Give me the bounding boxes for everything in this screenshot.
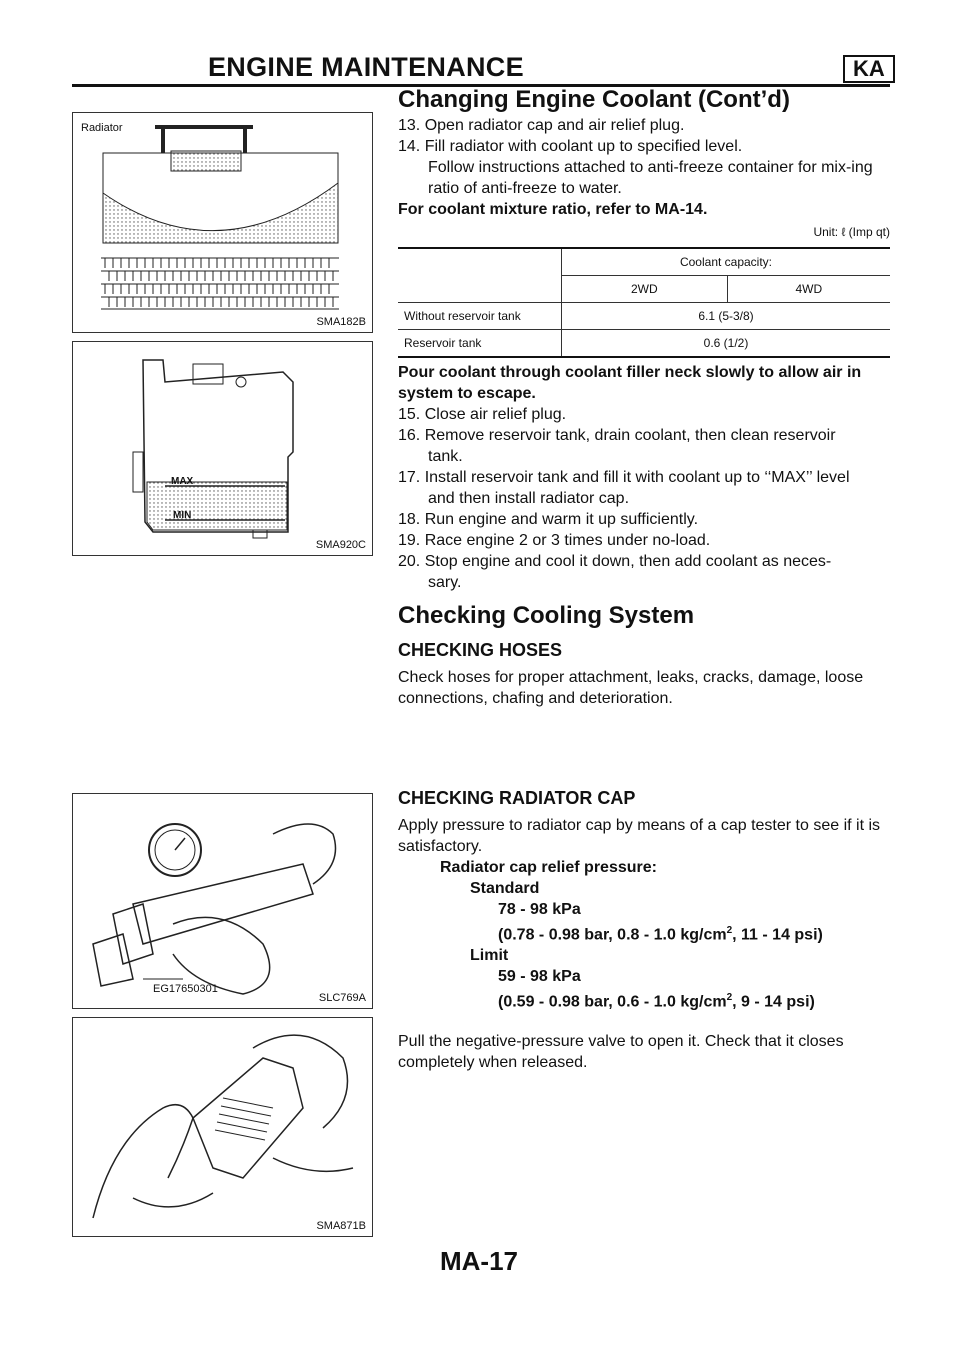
hoses-text: Check hoses for proper attachment, leaks, cracks, damage, loose connections, chafing and deterioration. <box>398 669 864 707</box>
page-number: MA-17 <box>440 1246 519 1276</box>
figure-code: SMA920C <box>315 539 366 551</box>
radiator-label: Radiator <box>81 122 123 134</box>
section-title: Changing Engine Coolant (Cont’d) <box>398 86 790 113</box>
figure-code: SMA182B <box>316 316 366 328</box>
col-4wd: 4WD <box>727 276 890 303</box>
figure-radiator <box>72 112 373 333</box>
table-unit: Unit: ℓ (Imp qt) <box>813 225 890 239</box>
step-17: 17. Install reservoir tank and fill it with coolant up to ‘‘MAX’’ level and then install radiator cap. <box>398 469 850 507</box>
max-label: MAX <box>171 476 194 487</box>
row-label: Without reservoir tank <box>398 303 562 330</box>
row-value: 6.1 (5-3/8) <box>562 303 891 330</box>
radiator-illustration <box>73 113 372 332</box>
body-column <box>398 115 890 709</box>
coolant-capacity-table <box>398 247 890 358</box>
figure-code: SLC769A <box>318 992 366 1004</box>
relief-pressure-label: Radiator cap relief pressure: <box>440 859 657 876</box>
step-15: 15. Close air relief plug. <box>398 406 567 423</box>
figure-code: SMA871B <box>316 1220 366 1232</box>
limit-kpa: 59 - 98 kPa <box>498 968 581 986</box>
capacity-header: Coolant capacity: <box>562 248 891 276</box>
min-label: MIN <box>173 510 192 521</box>
step-14: 14. Fill radiator with coolant up to specified level. Follow instructions attached to anti-freeze container for mix-ing ratio of anti-freeze to water. <box>398 138 873 197</box>
model-badge: KA <box>843 55 895 83</box>
step-18: 18. Run engine and warm it up sufficiently. <box>398 511 699 528</box>
page-header-title: ENGINE MAINTENANCE <box>208 52 524 82</box>
tool-label: EG17650301 <box>153 983 218 995</box>
pour-note: Pour coolant through coolant filler neck slowly to allow air in system to escape. <box>398 364 862 402</box>
row-value: 0.6 (1/2) <box>562 330 891 358</box>
checking-radiator-cap-title: CHECKING RADIATOR CAP <box>398 788 636 808</box>
row-label: Reservoir tank <box>398 330 562 358</box>
step-16: 16. Remove reservoir tank, drain coolant, then clean reservoir tank. <box>398 427 836 465</box>
standard-units: (0.78 - 0.98 bar, 0.8 - 1.0 $kg/cm^2$, 11 - 14 psi) <box>498 925 823 944</box>
figure-cap-tester <box>72 793 373 1009</box>
cap-text: Apply pressure to radiator cap by means of a cap tester to see if it is satisfactory. <box>398 817 881 855</box>
col-2wd: 2WD <box>562 276 728 303</box>
figure-pressure-valve <box>72 1017 373 1237</box>
standard-label: Standard <box>470 880 540 897</box>
radiator-cap-section <box>398 788 890 1073</box>
pressure-valve-illustration <box>73 1018 372 1236</box>
cap-tester-illustration <box>73 794 372 1008</box>
checking-hoses-title: CHECKING HOSES <box>398 640 563 660</box>
limit-units: (0.59 - 0.98 bar, 0.6 - 1.0 $kg/cm^2$, 9 - 14 psi) <box>498 992 815 1011</box>
mixture-note: For coolant mixture ratio, refer to MA-14. <box>398 201 708 218</box>
cooling-system-title: Checking Cooling System <box>398 602 695 629</box>
valve-text: Pull the negative-pressure valve to open it. Check that it closes completely when released. <box>398 1032 844 1071</box>
step-19: 19. Race engine 2 or 3 times under no-load. <box>398 532 711 549</box>
standard-kpa: 78 - 98 kPa <box>498 901 581 918</box>
step-20: 20. Stop engine and cool it down, then add coolant as neces- sary. <box>398 553 832 591</box>
reservoir-illustration <box>73 342 372 555</box>
figure-reservoir-tank <box>72 341 373 556</box>
step-13: 13. Open radiator cap and air relief plug. <box>398 117 685 134</box>
limit-label: Limit <box>470 947 509 965</box>
